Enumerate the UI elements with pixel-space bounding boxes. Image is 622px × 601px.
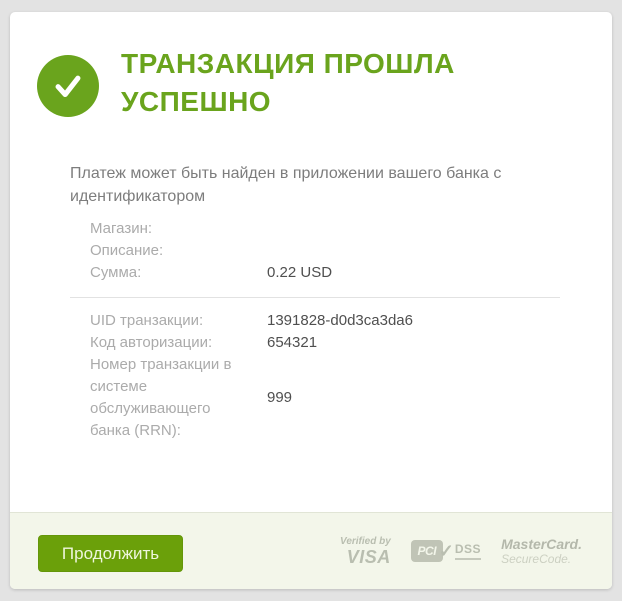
page-title: ТРАНЗАКЦИЯ ПРОШЛА УСПЕШНО — [121, 48, 455, 117]
uid-value: 1391828-d0d3ca3da6 — [267, 312, 413, 329]
card-footer — [10, 512, 612, 589]
mastercard-securecode-logo — [501, 537, 582, 565]
description-label: Описание: — [90, 242, 164, 259]
summary-row-amount — [90, 262, 570, 284]
pci-badge-icon: PCI — [411, 540, 443, 562]
result-header — [37, 45, 541, 121]
amount-label: Сумма: — [90, 264, 142, 281]
amount-value: 0.22 USD — [267, 264, 333, 281]
verified-by-visa-logo — [340, 537, 391, 566]
section-divider — [70, 297, 560, 298]
details-row-rrn — [90, 354, 570, 442]
uid-label: UID транзакции: — [90, 312, 204, 329]
rrn-value: 999 — [267, 389, 293, 406]
transaction-details — [90, 310, 570, 442]
mastercard-text: MasterCard. — [501, 536, 582, 552]
auth-code-value: 654321 — [267, 334, 318, 351]
success-check-icon — [37, 55, 99, 117]
check-icon — [51, 69, 85, 103]
visa-text: VISA — [346, 546, 391, 567]
summary-row-description — [90, 240, 570, 262]
transaction-result-card — [10, 12, 612, 589]
securecode-text: SecureCode. — [501, 552, 572, 566]
summary-row-shop — [90, 218, 570, 240]
rrn-label: Номер транзакции в системе обслуживающего банка (RRN): — [90, 356, 232, 439]
auth-code-label: Код авторизации: — [90, 334, 213, 351]
payment-network-logos — [340, 513, 582, 589]
payment-found-message: Платеж может быть найден в приложении вашего банка с идентификатором — [70, 165, 502, 205]
details-row-uid — [90, 310, 570, 332]
pci-dss-logo — [411, 540, 481, 562]
continue-button[interactable]: Продолжить — [38, 535, 183, 572]
shop-label: Магазин: — [90, 220, 153, 237]
dss-text: DSS — [455, 542, 481, 560]
details-row-auth-code — [90, 332, 570, 354]
verified-by-text: Verified by — [340, 535, 391, 547]
payment-summary — [90, 218, 570, 284]
pci-check-icon: ✓ — [438, 540, 454, 561]
